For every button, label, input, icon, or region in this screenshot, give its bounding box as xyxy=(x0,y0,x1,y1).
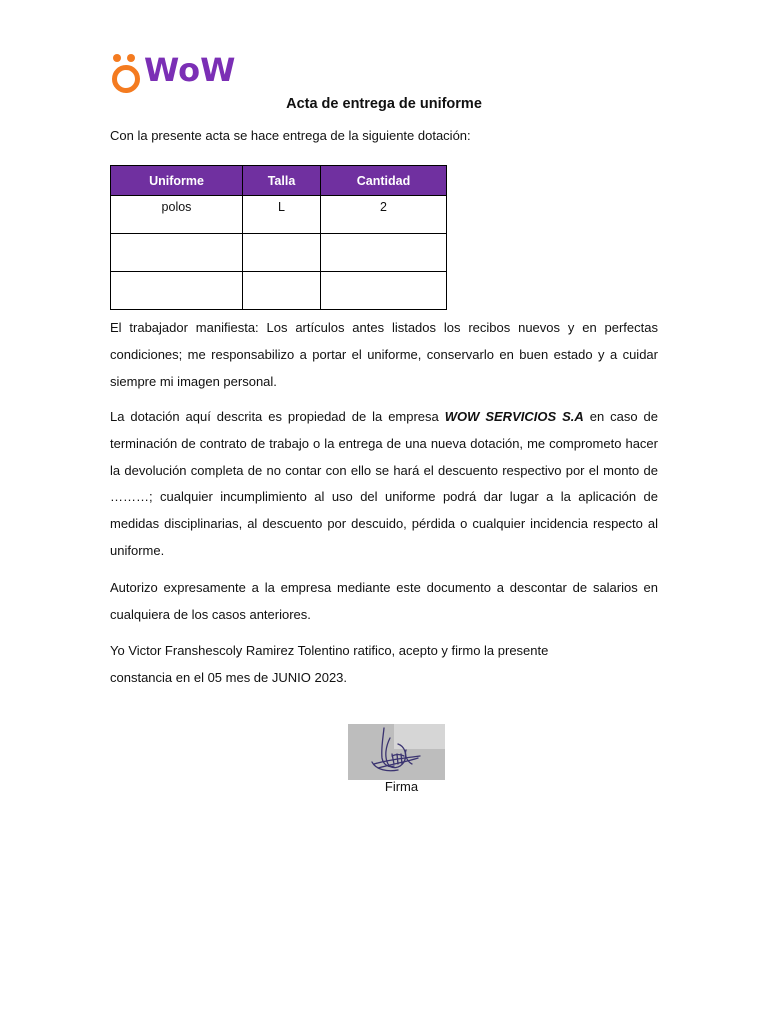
header-cantidad: Cantidad xyxy=(321,166,447,196)
logo-mark-icon xyxy=(112,53,142,87)
cell-talla xyxy=(243,234,321,272)
table-row xyxy=(111,234,447,272)
cell-cantidad xyxy=(321,234,447,272)
cell-cantidad: 2 xyxy=(321,196,447,234)
cell-talla xyxy=(243,272,321,310)
signature-scribble-icon xyxy=(348,724,445,780)
header-uniforme: Uniforme xyxy=(111,166,243,196)
table-row xyxy=(111,196,447,234)
ratification-line-2: constancia en el 05 mes de JUNIO 2023. xyxy=(110,669,348,685)
uniform-table xyxy=(110,165,447,310)
property-paragraph xyxy=(110,404,658,565)
cell-uniforme xyxy=(111,272,243,310)
cell-talla: L xyxy=(243,196,321,234)
signature-image xyxy=(348,724,445,780)
property-text-start: La dotación aquí descrita es propiedad de la empresa xyxy=(110,409,445,424)
cell-uniforme: polos xyxy=(111,196,243,234)
cell-cantidad xyxy=(321,272,447,310)
worker-statement-paragraph: El trabajador manifiesta: Los artículos antes listados los recibos nuevos y en perfectas condiciones; me responsabilizo a portar el uniforme, conservarlo en buen estado y a cuidar siempre mi imagen personal. xyxy=(110,320,658,389)
cell-uniforme xyxy=(111,234,243,272)
document-title: Acta de entrega de uniforme xyxy=(286,96,482,112)
header-talla: Talla xyxy=(243,166,321,196)
table-header-row xyxy=(111,166,447,196)
signature-label: Firma xyxy=(384,779,419,794)
wow-logo xyxy=(112,52,235,88)
table-row xyxy=(111,272,447,310)
logo-wordmark: WoW xyxy=(144,51,236,89)
ratification-line-1: Yo Victor Franshescoly Ramirez Tolentino ratifico, acepto y firmo la presente xyxy=(110,643,549,658)
intro-text: Con la presente acta se hace entrega de la siguiente dotación: xyxy=(110,128,471,143)
property-text-end: en caso de terminación de contrato de trabajo o la entrega de una nueva dotación, me comprometo hacer la devolución completa de no contar con ello se hará el descuento respectivo por el monto de ………; cualquier incumplimiento al uso del uniforme podrá dar lugar a la aplicación de medidas disciplinarias, al descuento por descuido, pérdida o cualquier incidencia respecto al uniforme. xyxy=(110,409,659,558)
ratification-paragraph xyxy=(110,638,658,692)
authorization-paragraph: Autorizo expresamente a la empresa mediante este documento a descontar de salarios en cualquiera de los casos anteriores. xyxy=(110,580,658,622)
company-name: WOW SERVICIOS S.A xyxy=(444,409,584,424)
